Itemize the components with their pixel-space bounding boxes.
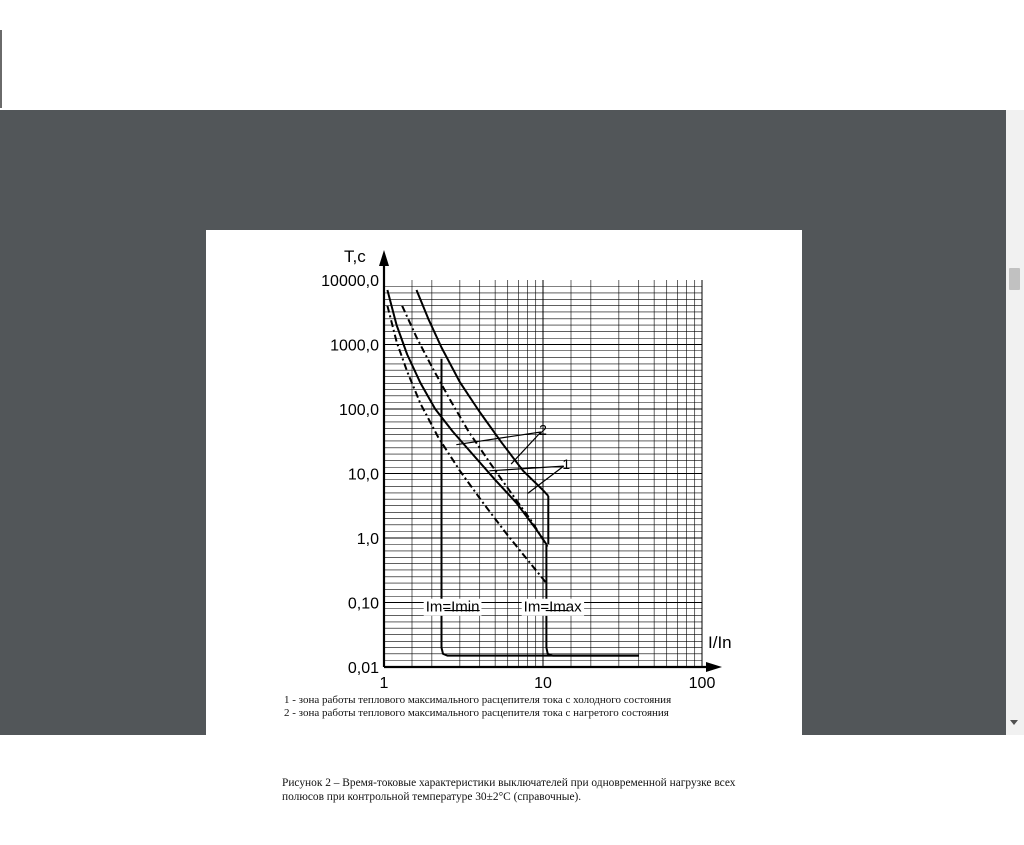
y-tick-label: 1,0: [356, 531, 379, 548]
annotation-label: Im=Imax: [523, 598, 582, 616]
legend-line-1: 1 - зона работы теплового максимального расцепителя тока с холодного состояния: [284, 694, 672, 706]
y-tick-label: 1000,0: [330, 337, 379, 355]
document-viewer: [0, 110, 1006, 803]
y-tick-label: 0,10: [347, 595, 379, 613]
annotation-leader: [456, 432, 541, 445]
y-axis-arrow-icon: [379, 250, 389, 266]
scrollbar-thumb[interactable]: [1009, 268, 1020, 290]
series-line: [387, 306, 546, 583]
y-tick-label: 0,01: [347, 660, 379, 677]
series-line: [402, 306, 548, 548]
x-axis-arrow-icon: [706, 662, 722, 672]
time-current-chart: [206, 230, 802, 700]
status-area: [0, 735, 1006, 768]
legend-line-2: 2 - зона работы теплового максимального расцепителя тока с нагретого состояния: [284, 707, 669, 719]
y-tick-label: 10000,0: [321, 273, 379, 290]
figure-caption-line-1: Рисунок 2 – Время-токовые характеристики выключателей при одновременной нагрузке всех: [282, 777, 736, 789]
x-tick-label: 100: [688, 675, 716, 692]
x-tick-label: 10: [534, 675, 552, 692]
vertical-scrollbar[interactable]: [1006, 110, 1024, 735]
figure-caption-line-2: полюсов при контрольной температуре 30±2°С (справочные).: [282, 791, 582, 803]
x-tick-label: 1: [379, 675, 389, 692]
series-line: [387, 290, 546, 544]
annotation-label: 1: [562, 456, 571, 473]
x-axis-title: I/In: [708, 633, 732, 652]
figure-caption: [282, 776, 792, 804]
annotation-label: 2: [539, 421, 547, 438]
window-edge: [0, 30, 2, 108]
top-toolbar-area: [0, 0, 1024, 110]
annotation-label: Im=Imin: [425, 598, 480, 616]
y-axis-title: T,c: [344, 247, 366, 266]
y-tick-label: 100,0: [338, 402, 379, 419]
y-tick-label: 10,0: [347, 466, 379, 484]
scroll-down-arrow-icon[interactable]: [1010, 720, 1018, 725]
annotation-leader: [489, 466, 563, 471]
